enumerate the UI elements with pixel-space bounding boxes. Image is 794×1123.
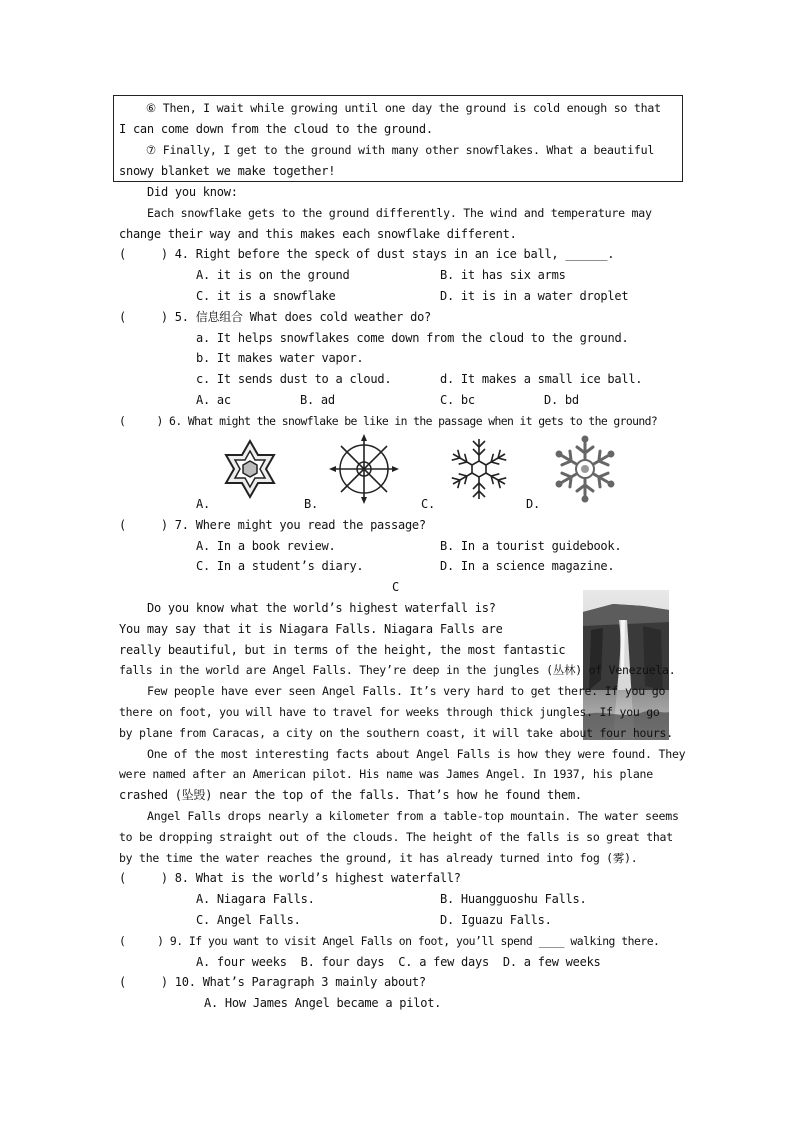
option: A. How James Angel became a pilot. bbox=[204, 996, 442, 1010]
statement: c. It sends dust to a cloud. bbox=[196, 372, 392, 386]
option: A. Niagara Falls. bbox=[196, 892, 315, 906]
did-you-know-heading: Did you know: bbox=[147, 185, 238, 199]
question-10-stem: ( ) 10. What’s Paragraph 3 mainly about? bbox=[119, 975, 426, 989]
image-label: B. bbox=[304, 497, 318, 511]
option: C. Angel Falls. bbox=[196, 913, 301, 927]
paragraph-line: falls in the world are Angel Falls. They’re deep in the jungles (丛林) of Venezuela. bbox=[119, 663, 676, 677]
option: D. In a science magazine. bbox=[440, 559, 615, 573]
paragraph-line: by the time the water reaches the ground, it has already turned into fog (雾). bbox=[119, 851, 638, 865]
question-8-stem: ( ) 8. What is the world’s highest waterfall? bbox=[119, 871, 461, 885]
statement: b. It makes water vapor. bbox=[196, 351, 364, 365]
option: C. bc bbox=[440, 393, 475, 407]
option: A. it is on the ground bbox=[196, 268, 350, 282]
paragraph-line: crashed (坠毁) near the top of the falls. That’s how he found them. bbox=[119, 788, 582, 802]
statement: d. It makes a small ice ball. bbox=[440, 372, 643, 386]
option: B. it has six arms bbox=[440, 268, 566, 282]
paragraph-line: You may say that it is Niagara Falls. Niagara Falls are bbox=[119, 622, 503, 636]
box-line: snowy blanket we make together! bbox=[119, 164, 336, 178]
snowflake-d-image bbox=[551, 435, 619, 503]
option: B. ad bbox=[300, 393, 335, 407]
image-label: D. bbox=[526, 497, 540, 511]
option: C. it is a snowflake bbox=[196, 289, 336, 303]
box-line: ⑥ Then, I wait while growing until one day the ground is cold enough so that bbox=[119, 101, 661, 115]
box-line: I can come down from the cloud to the ground. bbox=[119, 122, 433, 136]
options-row: A. four weeks B. four days C. a few days D. a few weeks bbox=[196, 955, 601, 969]
image-label: A. bbox=[196, 497, 210, 511]
question-5-stem: ( ) 5. 信息组合 What does cold weather do? bbox=[119, 310, 432, 324]
paragraph-line: change their way and this makes each snowflake different. bbox=[119, 227, 517, 241]
paragraph-line: Angel Falls drops nearly a kilometer from a table-top mountain. The water seems bbox=[147, 809, 679, 823]
statement: a. It helps snowflakes come down from the cloud to the ground. bbox=[196, 331, 629, 345]
option: A. ac bbox=[196, 393, 231, 407]
option: B. Huangguoshu Falls. bbox=[440, 892, 587, 906]
option: A. In a book review. bbox=[196, 539, 336, 553]
option: C. In a student’s diary. bbox=[196, 559, 364, 573]
option: D. it is in a water droplet bbox=[440, 289, 629, 303]
section-letter: C bbox=[392, 580, 399, 594]
question-6-stem: ( ) 6. What might the snowflake be like in the passage when it gets to the ground? bbox=[119, 414, 658, 428]
snowflake-c-image bbox=[446, 436, 512, 502]
question-9-stem: ( ) 9. If you want to visit Angel Falls on foot, you’ll spend ____ walking there. bbox=[119, 934, 660, 948]
box-line: ⑦ Finally, I get to the ground with many other snowflakes. What a beautiful bbox=[119, 143, 655, 157]
paragraph-line: to be dropping straight out of the clouds. The height of the falls is so great that bbox=[119, 830, 673, 844]
paragraph-line: by plane from Caracas, a city on the southern coast, it will take about four hours. bbox=[119, 726, 673, 740]
paragraph-line: there on foot, you will have to travel for weeks through thick jungles. If you go bbox=[119, 705, 660, 719]
paragraph-line: One of the most interesting facts about Angel Falls is how they were found. They bbox=[147, 747, 686, 761]
image-label: C. bbox=[421, 497, 435, 511]
paragraph-line: really beautiful, but in terms of the height, the most fantastic bbox=[119, 643, 566, 657]
paragraph-line: were named after an American pilot. His name was James Angel. In 1937, his plane bbox=[119, 767, 653, 781]
paragraph-line: Few people have ever seen Angel Falls. It’s very hard to get there. If you go bbox=[147, 684, 666, 698]
option: D. Iguazu Falls. bbox=[440, 913, 552, 927]
paragraph-line: Each snowflake gets to the ground differently. The wind and temperature may bbox=[147, 206, 652, 220]
snowflake-b-image bbox=[329, 434, 399, 504]
option: D. bd bbox=[544, 393, 579, 407]
question-7-stem: ( ) 7. Where might you read the passage? bbox=[119, 518, 426, 532]
question-4-stem: ( ) 4. Right before the speck of dust stays in an ice ball, ______. bbox=[119, 247, 615, 261]
snowflake-a-image bbox=[218, 437, 282, 501]
option: B. In a tourist guidebook. bbox=[440, 539, 622, 553]
paragraph-line: Do you know what the world’s highest waterfall is? bbox=[147, 601, 496, 615]
